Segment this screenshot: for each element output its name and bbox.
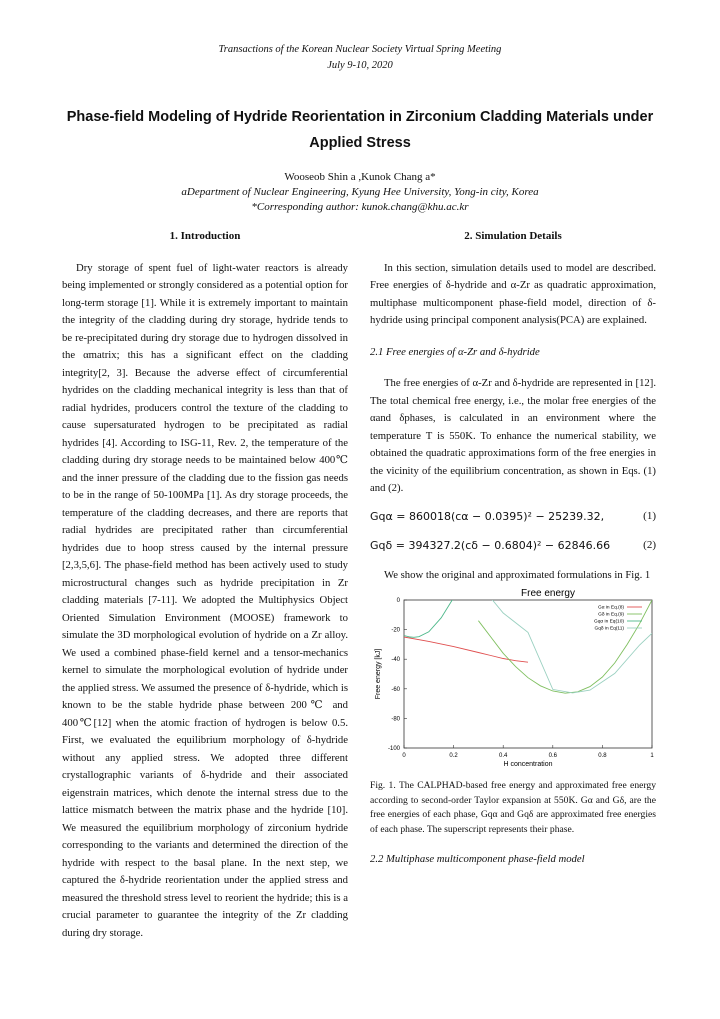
subsection-heading-free-energies: 2.1 Free energies of α-Zr and δ-hydride — [370, 345, 540, 358]
author-block — [0, 170, 720, 215]
x-axis-label: H concentration — [503, 761, 553, 768]
section-heading-simulation: 2. Simulation Details — [464, 230, 562, 242]
series-line-4 — [404, 586, 652, 693]
y-tick-label: -60 — [391, 686, 400, 693]
left-column — [62, 228, 348, 942]
legend-label: Gqδ in Eq(11) — [594, 626, 624, 632]
introduction-paragraph: Dry storage of spent fuel of light-water reactors is already being implemented or strongly considered as a potential option for long-term storage [1]. While it is extremely important to maintain the integrity of the cladding during dry storage, hydride tends to be re-precipitated during dry storage due to hydrogen dissolved in the αmatrix; this has a significant effect on the cladding integrity[2, 3]. Because the adverse effect of circumferential hydrides on the cladding mechanical integrity is less than that of radial hydrides, producers control the texture of the cladding to cause supersaturated hydrogen to be precipitated as radial hydrides [4]. According to ISG-11, Rev. 2, the temperature of the cladding during dry storage needs to be maintained below 400℃ and the inner pressure of the cladding due to the fission gas needs to be in the range of 50-100MPa [1]. As dry storage proceeds, the temperature of the cladding decreases, and there are reports that radial hydrides are precipitated rather than circumferential hydrides due to hoop stress caused by the internal pressure [2,3,5,6]. The phase-field method has been actively used to study microstructural changes such as hydride precipitation in Zr cladding materials [7-11]. We adopted the Multiphysics Object Oriented Simulation Environment (MOOSE) framework to simulate the 3D morphological evolution of hydride on a Zr alloy. We used a combined phase-field kernel and a tensor-mechanics kernel to simulate the morphological evolution of hydride under the applied stress. We assumed the presence of δ-hydride, which is known to be the stable hydride phase between 200℃ and 400℃[12] when the atomic fraction of hydrogen is below 0.5. First, we evaluated the equilibrium morphology of δ-hydride without any applied stress. We adopted three different crystallographic variants of δ-hydride and their associated eigenstrain matrices, which denote the internal stress due to the lattice mismatch between the matrix phase and the hydride [10]. We measured the equilibrium morphology of zirconium hydride corresponding to the variants and determined the direction of the hydride with respect to the basal plane. In the next step, we captured the δ-hydride reorientation under the applied stress and measured the threshold stress level to reorient the hydride; this is a crucial parameter to guarantee the integrity of the Zr cladding during dry storage. — [62, 261, 348, 939]
legend-label: Gα in Eq.(8) — [598, 605, 624, 611]
y-tick-label: -80 — [391, 716, 400, 723]
free-energy-paragraph: The free energies of α-Zr and δ-hydride are represented in [12]. The total chemical free energy, i.e., the molar free energies of the αand δphases, is calculated in an environment where the temperature T is 550K. To enhance the numerical stability, we obtained the quadratic approximations form of the free energies in the vicinity of the equilibrium concentration, as shown in Eqs. (1) and (2). — [370, 377, 656, 494]
legend-label: Gqα in Eq(10) — [594, 619, 624, 625]
x-tick-label: 0.8 — [598, 753, 607, 759]
figure-reference-paragraph: We show the original and approximated formulations in Fig. 1 — [384, 568, 651, 581]
y-tick-label: -100 — [387, 746, 400, 752]
equation-1 — [370, 508, 656, 526]
x-tick-label: 0 — [402, 753, 406, 759]
corresponding-author: *Corresponding author: kunok.chang@khu.ac.kr — [251, 201, 469, 213]
free-energy-figure — [370, 586, 656, 771]
section-heading-introduction: 1. Introduction — [169, 230, 241, 242]
equation-1-number: (1) — [643, 509, 656, 522]
simulation-intro-paragraph: In this section, simulation details used to model are described. Free energies of δ-hydride and α-Zr as quadratic approximation, multiphase multicomponent phase-field model, direction of δ-hydride using principal component analysis(PCA) are explained. — [370, 261, 656, 326]
free-energy-chart — [370, 586, 656, 771]
series-line-1 — [404, 637, 528, 662]
author-names: Wooseob Shin a ,Kunok Chang a* — [284, 171, 436, 183]
paper-title: Phase-field Modeling of Hydride Reorientation in Zirconium Cladding Materials under Applied Stress — [66, 109, 654, 151]
legend-label: Gδ in Eq.(9) — [598, 612, 624, 618]
x-tick-label: 0.2 — [449, 753, 458, 759]
y-tick-label: 0 — [396, 598, 400, 604]
chart-title: Free energy — [521, 588, 575, 599]
right-column — [370, 228, 656, 883]
x-tick-label: 1 — [650, 753, 654, 759]
y-tick-label: -40 — [391, 657, 400, 664]
equation-1-body: Gqα = 860018(cα − 0.0395)² − 25239.32, — [370, 509, 605, 523]
equation-2 — [370, 537, 656, 555]
equation-2-body: Gqδ = 394327.2(cδ − 0.6804)² − 62846.66 — [370, 539, 611, 552]
figure-1-caption: Fig. 1. The CALPHAD-based free energy and approximated free energy according to second-order Taylor expansion at 550K. Gα and Gδ, are the free energies of each phase, Gqα and Gqδ are approximated free energies of each phase. The superscript represents their phase. — [370, 780, 656, 835]
series-line-3 — [404, 586, 491, 637]
y-tick-label: -20 — [391, 627, 400, 634]
x-tick-label: 0.4 — [499, 753, 508, 759]
affiliation: aDepartment of Nuclear Engineering, Kyung Hee University, Yong-in city, Korea — [181, 186, 539, 198]
y-axis-label: Free energy [kJ] — [375, 648, 382, 700]
equation-2-number: (2) — [643, 539, 656, 551]
conference-header: Transactions of the Korean Nuclear Society Virtual Spring Meeting — [218, 44, 502, 55]
conference-date: July 9-10, 2020 — [327, 60, 393, 71]
x-tick-label: 0.6 — [548, 753, 557, 759]
subsection-heading-phase-field: 2.2 Multiphase multicomponent phase-field model — [370, 853, 585, 865]
